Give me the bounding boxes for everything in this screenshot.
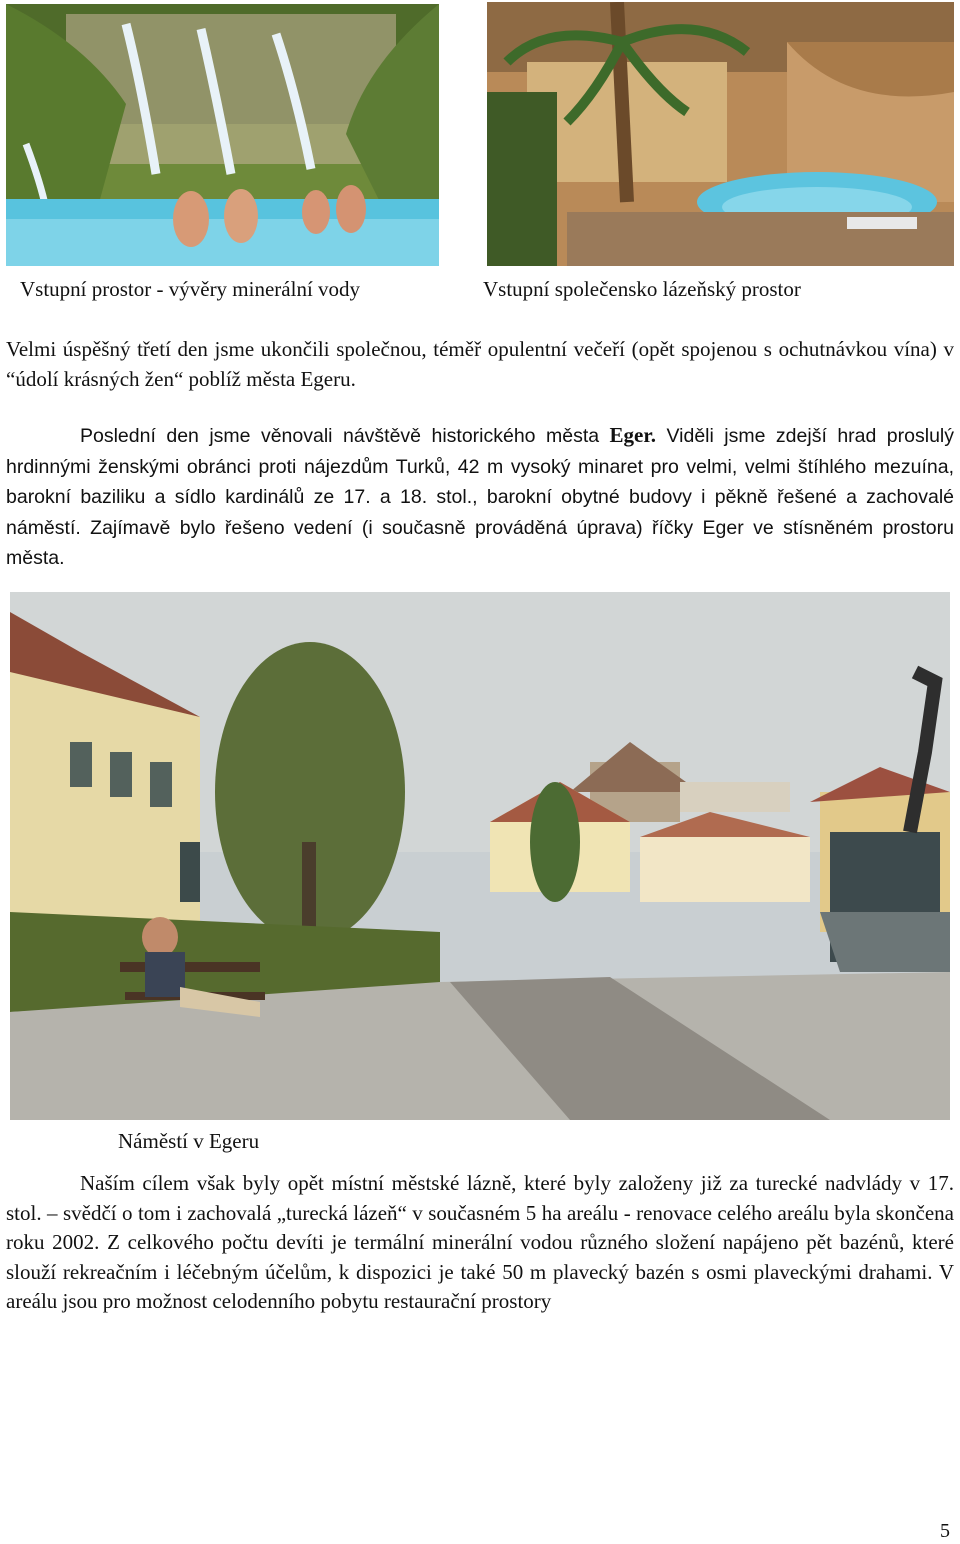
caption-photo-2: Vstupní společensko lázeňský prostor — [483, 277, 801, 301]
caption-photo-1: Vstupní prostor - vývěry minerální vody — [20, 277, 361, 301]
paragraph-2-city: Eger. — [609, 423, 657, 447]
paragraph-2-intro: Poslední den jsme věnovali návštěvě historického města — [80, 425, 610, 447]
photo-spa-interior — [487, 2, 954, 266]
photo-mineral-springs — [6, 4, 439, 266]
paragraph-1 — [6, 335, 954, 394]
paragraph-2 — [6, 421, 954, 574]
caption-photo-3: Náměstí v Egeru — [118, 1129, 260, 1153]
paragraph-3 — [6, 1169, 954, 1317]
paragraph-2-body: Viděli jsme zdejší hrad proslulý hrdinnými ženskými obránci proti nájezdům Turků, 42 m vysoký minaret pro velmi, velmi štíhlého mezuína, barokní baziliku a sídlo kardinálů ze 17. a 18. stol., barokní obytné budovy i pěkně řešené a zachovalé náměstí. Zajímavě bylo řešeno vedení (i současně prováděná úprava) říčky Eger ve stísněném prostoru města. — [6, 425, 954, 569]
paragraph-3-text: Naším cílem však byly opět místní městské lázně, které byly založeny již za turecké nadvlády v 17. stol. – svědčí o tom i zachovalá „turecká lázeň“ v současném 5 ha areálu - renovace celého areálu byla skončena roku 2002. Z celkového počtu devíti je termální minerální vodou různého složení napájeno pět bazénů, které slouží rekreačním i léčebným účelům, k dispozici je také 50 m plavecký bazén s osmi plaveckými drahami. V areálu jsou pro možnost celodenního pobytu restaurační prostory — [6, 1171, 954, 1313]
paragraph-1-text: Velmi úspěšný třetí den jsme ukončili společnou, téměř opulentní večeří (opět spojenou s ochutnávkou vína) v “údolí krásných žen“ poblíž města Egeru. — [6, 337, 954, 391]
photo-eger-square — [10, 592, 950, 1120]
page-number: 5 — [940, 1520, 950, 1542]
